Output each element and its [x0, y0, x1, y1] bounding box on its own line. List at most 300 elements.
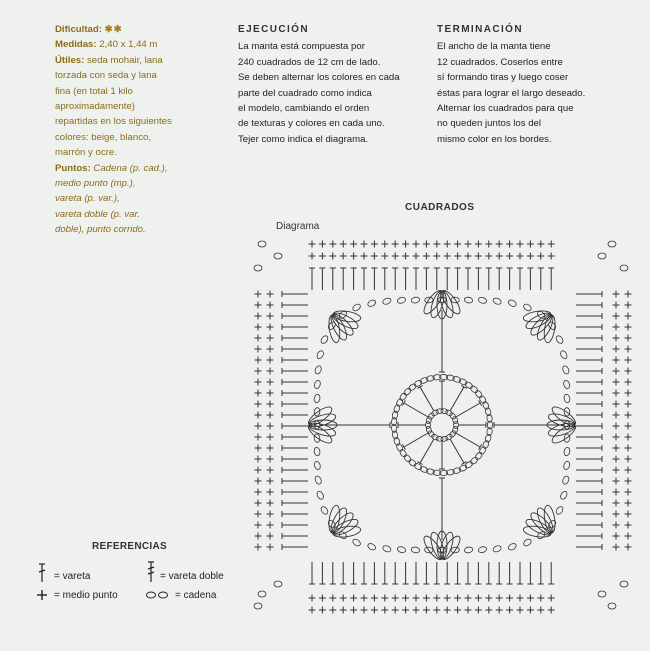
medio-punto-mark [267, 302, 274, 309]
medio-punto-mark [267, 368, 274, 375]
cadena-mark [274, 581, 282, 587]
cadena-mark [313, 461, 321, 471]
medio-punto-mark [496, 253, 503, 260]
medio-punto-mark [267, 511, 274, 518]
cadena-mark [620, 265, 628, 271]
cadena-mark [411, 546, 420, 553]
medio-punto-mark [625, 423, 632, 430]
cadena-mark [367, 542, 377, 551]
vareta-mark [404, 433, 428, 447]
measures-value: 2,40 x 1,44 m [99, 39, 158, 51]
medio-punto-mark [255, 522, 262, 529]
medio-punto-mark [329, 595, 336, 602]
cadena-mark [425, 426, 432, 434]
cadena-mark [562, 475, 571, 485]
cadena-mark [316, 350, 325, 360]
medio-punto-mark [613, 511, 620, 518]
cadena-mark [316, 490, 325, 500]
cadena-mark [474, 389, 483, 398]
medio-punto-mark [267, 291, 274, 298]
medio-punto-mark [613, 412, 620, 419]
medio-punto-mark [402, 595, 409, 602]
medio-punto-mark [537, 595, 544, 602]
medio-punto-mark [402, 607, 409, 614]
tools-line: colores: beige, blanco, [55, 131, 151, 143]
cadena-mark [507, 542, 517, 551]
medio-punto-mark [613, 390, 620, 397]
cadena-mark [492, 297, 502, 306]
medio-punto-mark [613, 291, 620, 298]
finishing-line: éstas para lograr el largo deseado. [437, 87, 586, 99]
medio-punto-mark [613, 401, 620, 408]
medio-punto-mark [340, 607, 347, 614]
tools-line: repartidas en los siguientes [55, 116, 172, 128]
cadena-mark [563, 394, 570, 403]
stitches-line: medio punto (mp.), [55, 178, 136, 190]
stitches-label: Puntos: [55, 162, 91, 174]
medio-punto-mark [267, 401, 274, 408]
medio-punto-mark [465, 607, 472, 614]
medio-punto-mark [496, 607, 503, 614]
medio-punto-mark [371, 607, 378, 614]
medio-punto-mark [454, 595, 461, 602]
medio-punto-mark [625, 313, 632, 320]
cadena-mark [563, 447, 570, 456]
medio-punto-mark [267, 434, 274, 441]
medio-punto-mark [475, 595, 482, 602]
medio-punto-mark [267, 379, 274, 386]
medio-punto-mark [255, 379, 262, 386]
vareta-mark [479, 400, 482, 405]
medio-punto-mark [613, 357, 620, 364]
medio-punto-mark [392, 607, 399, 614]
materials-column [55, 22, 205, 238]
medio-punto-mark [613, 544, 620, 551]
medio-punto-mark [625, 390, 632, 397]
medio-punto-mark [392, 253, 399, 260]
medio-punto-mark [309, 253, 316, 260]
medio-punto-mark [350, 241, 357, 248]
vareta-mark [479, 444, 482, 449]
medio-punto-mark [361, 607, 368, 614]
medio-punto-mark [613, 368, 620, 375]
medio-punto-mark [625, 291, 632, 298]
medio-punto-mark [613, 434, 620, 441]
medio-punto-mark [506, 253, 513, 260]
cadena-mark [258, 241, 266, 247]
medio-punto-mark [267, 313, 274, 320]
medio-punto-mark [371, 241, 378, 248]
vareta-symbol-icon [36, 562, 48, 584]
cadena-mark [408, 383, 418, 392]
medio-punto-mark [613, 533, 620, 540]
medio-punto-mark [613, 379, 620, 386]
medio-punto-mark [625, 445, 632, 452]
medio-punto-mark [402, 241, 409, 248]
cadena-mark [397, 296, 407, 304]
medio-punto-mark [255, 302, 262, 309]
medio-punto-mark [267, 500, 274, 507]
cadena-mark [464, 546, 473, 553]
medio-punto-mark [548, 607, 555, 614]
cadena-mark [522, 538, 532, 547]
cadena-mark [320, 335, 329, 345]
cadena-mark [408, 458, 418, 467]
medio-punto-mark [444, 241, 451, 248]
references-title: REFERENCIAS [92, 541, 167, 552]
cadena-mark [314, 475, 323, 485]
medio-punto-mark [433, 607, 440, 614]
medio-punto-mark [309, 607, 316, 614]
medio-punto-mark [255, 357, 262, 364]
medio-punto-mark [537, 253, 544, 260]
medio-punto-mark [433, 241, 440, 248]
medio-punto-mark [465, 241, 472, 248]
cadena-mark [411, 296, 420, 303]
medio-punto-mark [413, 607, 420, 614]
medio-punto-mark [381, 253, 388, 260]
finishing-line: sí formando tiras y luego coser [437, 72, 569, 84]
cadena-mark [507, 299, 517, 308]
medio-punto-mark [613, 478, 620, 485]
medio-punto-mark [309, 241, 316, 248]
medio-punto-mark [267, 335, 274, 342]
medio-punto-mark [527, 253, 534, 260]
vareta-mark [450, 439, 464, 463]
medio-punto-mark [485, 595, 492, 602]
medio-punto-mark [350, 607, 357, 614]
medio-punto-mark [255, 390, 262, 397]
cadena-mark [555, 335, 564, 345]
medio-punto-mark [454, 253, 461, 260]
medio-punto-mark [517, 253, 524, 260]
medio-punto-mark [527, 607, 534, 614]
medio-punto-mark [548, 253, 555, 260]
ref-vareta-doble-label: = vareta doble [160, 571, 224, 582]
medio-punto-mark [613, 324, 620, 331]
cadena-mark [474, 451, 483, 460]
medio-punto-mark [625, 302, 632, 309]
execution-title: EJECUCIÓN [238, 24, 309, 35]
stitches-line: vareta (p. var.), [55, 193, 120, 205]
medio-punto-mark [506, 607, 513, 614]
medio-punto-mark [361, 595, 368, 602]
medio-punto-mark [267, 445, 274, 452]
tools-line: torzada con seda y lana [55, 70, 157, 82]
medio-punto-mark [350, 595, 357, 602]
medio-punto-mark [625, 478, 632, 485]
cadena-mark [352, 538, 362, 547]
medio-punto-mark [361, 241, 368, 248]
medio-punto-mark [267, 324, 274, 331]
crochet-diagram [250, 232, 635, 622]
medio-punto-mark [613, 302, 620, 309]
vareta-mark [456, 403, 480, 417]
medio-punto-mark [267, 357, 274, 364]
vareta-mark [420, 387, 434, 411]
medio-punto-mark [392, 595, 399, 602]
medio-punto-mark [371, 253, 378, 260]
medio-punto-mark [255, 368, 262, 375]
medio-punto-mark [267, 346, 274, 353]
medio-punto-mark [454, 241, 461, 248]
cadena-mark [258, 591, 266, 597]
medio-punto-mark [423, 253, 430, 260]
medio-punto-mark [255, 467, 262, 474]
cadena-mark [559, 350, 568, 360]
cadena-mark [403, 454, 412, 463]
medio-punto-mark [255, 511, 262, 518]
medio-punto-mark [402, 253, 409, 260]
medio-punto-mark [267, 533, 274, 540]
cadena-mark [445, 433, 453, 441]
medio-punto-mark [361, 253, 368, 260]
vareta-mark [404, 403, 428, 417]
tools-line: aproximadamente) [55, 101, 135, 113]
measures-label: Medidas: [55, 39, 97, 51]
ref-vareta-label: = vareta [54, 571, 91, 582]
medio-punto-mark [625, 544, 632, 551]
cadena-mark [492, 545, 502, 554]
medio-punto-mark [319, 241, 326, 248]
medio-punto-mark [381, 607, 388, 614]
ref-medio-punto-label: = medio punto [54, 590, 118, 601]
ref-cadena-label: = cadena [175, 590, 217, 601]
cadena-mark [314, 365, 323, 375]
medio-punto-mark [625, 489, 632, 496]
medio-punto-mark [413, 253, 420, 260]
finishing-line: no queden juntos los del [437, 118, 542, 130]
cadena-mark [403, 387, 412, 396]
cadena-mark [563, 380, 571, 390]
medio-punto-mark [537, 607, 544, 614]
medio-punto-mark [267, 423, 274, 430]
cadena-mark [399, 392, 408, 402]
medio-punto-mark [255, 423, 262, 430]
tools-line: marrón y ocre. [55, 147, 117, 159]
cadena-mark [562, 365, 571, 375]
medio-punto-mark [613, 335, 620, 342]
medio-punto-mark [255, 434, 262, 441]
medio-punto-mark [309, 595, 316, 602]
difficulty-label: Dificultad: [55, 24, 102, 35]
measures-line [55, 37, 205, 52]
cadena-mark [464, 296, 473, 303]
tools-line: fina (en total 1 kilo [55, 85, 133, 97]
medio-punto-mark [506, 241, 513, 248]
medio-punto-mark [465, 595, 472, 602]
medio-punto-mark [255, 544, 262, 551]
medio-punto-mark [255, 445, 262, 452]
cadena-mark [478, 546, 488, 554]
cadena-mark [352, 303, 362, 312]
cadena-mark [254, 603, 262, 609]
medio-punto-mark [625, 434, 632, 441]
medio-punto-mark [319, 595, 326, 602]
medio-punto-mark [267, 390, 274, 397]
execution-line: 240 cuadrados de 12 cm de lado. [238, 56, 381, 68]
cadena-mark [313, 447, 320, 456]
cadena-mark [313, 394, 320, 403]
medio-punto-mark [613, 522, 620, 529]
cadena-mark [469, 385, 478, 394]
medio-punto-mark [548, 595, 555, 602]
medio-punto-mark [625, 456, 632, 463]
medio-punto-mark [267, 489, 274, 496]
medio-punto-mark [625, 346, 632, 353]
medio-punto-mark [423, 595, 430, 602]
cadena-mark [452, 426, 459, 434]
medio-punto-mark [329, 607, 336, 614]
medio-punto-mark [413, 241, 420, 248]
finishing-line: Alternar los cuadrados para que [437, 103, 574, 115]
cadena-mark [320, 505, 329, 515]
medio-punto-mark [340, 241, 347, 248]
medio-punto-mark [423, 241, 430, 248]
medio-punto-mark [625, 379, 632, 386]
cadena-mark [478, 296, 488, 304]
medio-punto-mark [255, 533, 262, 540]
medio-punto-mark [433, 253, 440, 260]
medio-punto-mark [625, 522, 632, 529]
medio-punto-mark [340, 253, 347, 260]
cadena-mark [313, 380, 321, 390]
cadena-mark [608, 241, 616, 247]
medio-punto-mark [267, 456, 274, 463]
medio-punto-mark [613, 445, 620, 452]
cadena-mark [382, 297, 392, 306]
cadena-mark [452, 416, 459, 424]
execution-line: Tejer como indica el diagrama. [238, 133, 369, 145]
medio-punto-mark [517, 607, 524, 614]
stitches-line: doble), punto corrido. [55, 224, 146, 236]
medio-punto-mark [371, 595, 378, 602]
cadena-mark [338, 530, 348, 540]
cadena-mark [555, 505, 564, 515]
medio-punto-mark [548, 241, 555, 248]
medio-punto-mark [381, 241, 388, 248]
execution-line: el modelo, cambiando el orden [238, 103, 370, 115]
stitches-line: vareta doble (p. var. [55, 208, 140, 220]
medio-punto-mark [454, 607, 461, 614]
cadena-mark [397, 546, 407, 554]
medio-punto-mark [255, 324, 262, 331]
medio-punto-mark [613, 467, 620, 474]
tools-label: Útiles: [55, 54, 85, 66]
cadena-mark [522, 303, 532, 312]
medio-punto-mark [255, 313, 262, 320]
medio-punto-mark [267, 544, 274, 551]
medio-punto-mark [255, 412, 262, 419]
medio-punto-mark [496, 241, 503, 248]
medio-punto-mark [625, 500, 632, 507]
medio-punto-symbol-icon [36, 589, 48, 601]
medio-punto-mark [433, 595, 440, 602]
cadena-mark [431, 409, 439, 417]
medio-punto-mark [267, 412, 274, 419]
medio-punto-mark [267, 478, 274, 485]
execution-line: Se deben alternar los colores en cada [238, 72, 400, 84]
finishing-line: mismo color en los bordes. [437, 133, 552, 145]
medio-punto-mark [517, 595, 524, 602]
cadena-mark [367, 299, 377, 308]
medio-punto-mark [350, 253, 357, 260]
cadena-mark [425, 416, 432, 424]
stitches-line: Cadena (p. cad.), [93, 162, 168, 174]
vareta-mark [420, 439, 434, 463]
medio-punto-mark [255, 401, 262, 408]
cadena-mark [620, 581, 628, 587]
medio-punto-mark [625, 335, 632, 342]
medio-punto-mark [613, 346, 620, 353]
medio-punto-mark [613, 489, 620, 496]
medio-punto-mark [319, 253, 326, 260]
cadena-mark [254, 265, 262, 271]
medio-punto-mark [255, 335, 262, 342]
medio-punto-mark [475, 253, 482, 260]
cadena-symbol-icon [145, 590, 171, 600]
medio-punto-mark [527, 595, 534, 602]
medio-punto-mark [625, 401, 632, 408]
execution-column [238, 22, 428, 147]
medio-punto-mark [444, 607, 451, 614]
medio-punto-mark [475, 241, 482, 248]
cadena-mark [536, 530, 546, 540]
medio-punto-mark [625, 412, 632, 419]
difficulty-stars: ✱✱ [104, 24, 123, 35]
medio-punto-mark [319, 607, 326, 614]
medio-punto-mark [255, 291, 262, 298]
finishing-line: El ancho de la manta tiene [437, 41, 551, 53]
vareta-mark [456, 433, 480, 447]
cadena-mark [469, 456, 478, 465]
medio-punto-mark [517, 241, 524, 248]
cadena-mark [399, 448, 408, 458]
medio-punto-mark [340, 595, 347, 602]
finishing-line: 12 cuadrados. Coserlos entre [437, 56, 563, 68]
diagram-label: Diagrama [276, 221, 320, 232]
medio-punto-mark [625, 467, 632, 474]
medio-punto-mark [613, 313, 620, 320]
difficulty-line [55, 22, 205, 37]
cadena-mark [559, 490, 568, 500]
medio-punto-mark [485, 241, 492, 248]
medio-punto-mark [255, 456, 262, 463]
medio-punto-mark [613, 500, 620, 507]
medio-punto-mark [444, 595, 451, 602]
finishing-title: TERMINACIÓN [437, 24, 523, 35]
medio-punto-mark [625, 533, 632, 540]
cadena-mark [608, 603, 616, 609]
medio-punto-mark [444, 253, 451, 260]
diagram-section-title: CUADRADOS [405, 202, 475, 213]
medio-punto-mark [423, 607, 430, 614]
medio-punto-mark [625, 368, 632, 375]
vareta-doble-symbol-icon [145, 560, 157, 584]
cadena-mark [274, 253, 282, 259]
medio-punto-mark [527, 241, 534, 248]
medio-punto-mark [475, 607, 482, 614]
medio-punto-mark [485, 253, 492, 260]
cadena-mark [563, 461, 571, 471]
medio-punto-mark [329, 253, 336, 260]
medio-punto-mark [255, 500, 262, 507]
medio-punto-mark [255, 346, 262, 353]
medio-punto-mark [625, 357, 632, 364]
medio-punto-mark [625, 511, 632, 518]
medio-punto-mark [267, 467, 274, 474]
execution-line: de texturas y colores en cada uno. [238, 118, 385, 130]
